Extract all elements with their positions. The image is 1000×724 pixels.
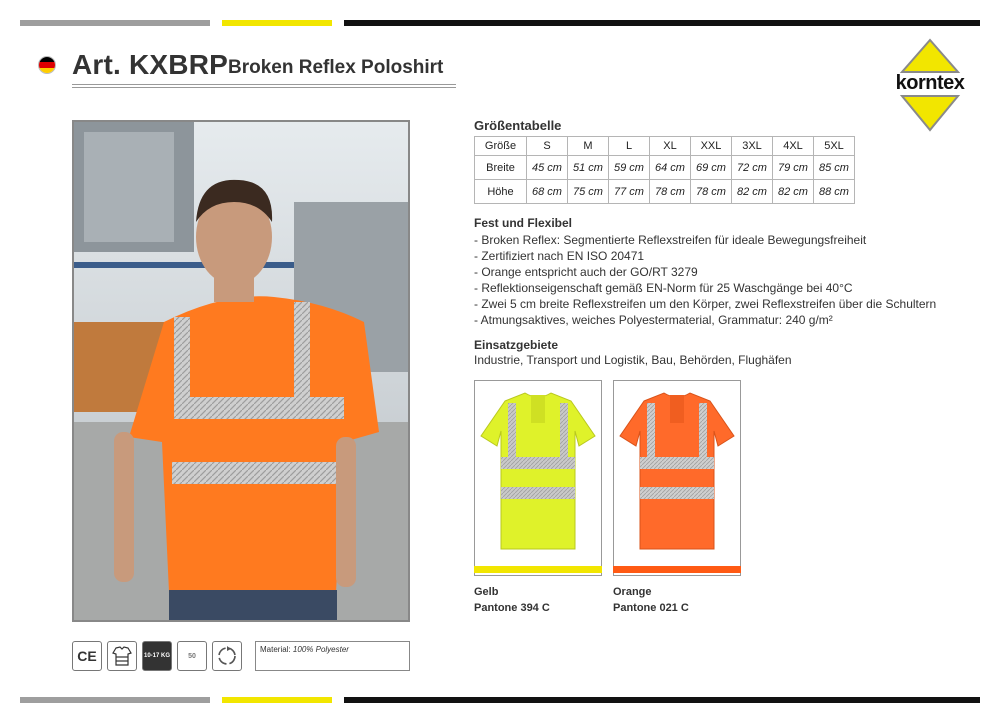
table-cell: 64 cm xyxy=(650,156,691,180)
table-header-cell: S xyxy=(527,137,568,156)
table-header-row xyxy=(475,137,855,156)
size-table xyxy=(474,136,855,204)
table-cell: 82 cm xyxy=(732,180,773,204)
table-cell: 72 cm xyxy=(732,156,773,180)
table-cell: 82 cm xyxy=(773,180,814,204)
polo-shirt-orange-icon xyxy=(614,381,740,561)
list-item: - Orange entspricht auch der GO/RT 3279 xyxy=(474,265,698,279)
table-header-cell: 5XL xyxy=(814,137,855,156)
list-item: - Zwei 5 cm breite Reflexstreifen um den Körper, zwei Reflexstreifen über die Schultern xyxy=(474,297,937,311)
list-item: - Reflektionseigenschaft gemäß EN-Norm für 25 Waschgänge bei 40°C xyxy=(474,281,853,295)
row-label: Breite xyxy=(475,156,527,180)
product-name: Broken Reflex Poloshirt xyxy=(228,57,444,78)
features-list xyxy=(474,232,936,328)
list-item: - Zertifiziert nach EN ISO 20471 xyxy=(474,249,645,263)
table-cell: 75 cm xyxy=(568,180,609,204)
table-header-cell: Größe xyxy=(475,137,527,156)
usage-text: Industrie, Transport und Logistik, Bau, Behörden, Flughäfen xyxy=(474,353,792,367)
table-row xyxy=(475,180,855,204)
article-number: Art. KXBRP xyxy=(72,49,229,80)
table-cell: 77 cm xyxy=(609,180,650,204)
material-value: 100% Polyester xyxy=(292,645,349,654)
bottom-bar-black xyxy=(344,697,980,703)
wash-count-label: 50 xyxy=(188,652,196,660)
table-header-cell: M xyxy=(568,137,609,156)
table-cell: 79 cm xyxy=(773,156,814,180)
variant-yellow-image xyxy=(474,380,602,576)
variant-yellow-pantone: Pantone 394 C xyxy=(474,602,550,614)
table-cell: 59 cm xyxy=(609,156,650,180)
material-info xyxy=(255,641,410,671)
features-title: Fest und Flexibel xyxy=(474,216,573,230)
size-table-title: Größentabelle xyxy=(474,118,562,133)
recycle-icon xyxy=(212,641,242,671)
table-cell: 78 cm xyxy=(650,180,691,204)
bottom-bar-yellow xyxy=(222,697,332,703)
table-cell: 78 cm xyxy=(691,180,732,204)
product-photo xyxy=(72,120,410,622)
top-bar-yellow xyxy=(222,20,332,26)
list-item: - Atmungsaktives, weiches Polyestermaterial, Grammatur: 240 g/m² xyxy=(474,313,833,327)
polo-shirt-yellow-icon xyxy=(475,381,601,561)
table-cell: 51 cm xyxy=(568,156,609,180)
variant-orange-swatch xyxy=(613,566,741,573)
variant-yellow-swatch xyxy=(474,566,602,573)
hi-vis-garment-icon xyxy=(107,641,137,671)
bottom-bar-gray xyxy=(20,697,210,703)
usage-title: Einsatzgebiete xyxy=(474,338,559,352)
ce-mark-icon: CE xyxy=(72,641,102,671)
table-cell: 68 cm xyxy=(527,180,568,204)
table-header-cell: XL xyxy=(650,137,691,156)
material-label: Material: xyxy=(260,645,291,654)
weight-icon xyxy=(142,641,172,671)
table-cell: 85 cm xyxy=(814,156,855,180)
table-header-cell: 4XL xyxy=(773,137,814,156)
weight-label: 10-17 KG xyxy=(143,653,170,659)
title-underline xyxy=(72,84,456,88)
table-header-cell: XXL xyxy=(691,137,732,156)
variant-orange-name: Orange xyxy=(613,586,652,598)
row-label: Höhe xyxy=(475,180,527,204)
wash-count-icon xyxy=(177,641,207,671)
logo-wordmark: korntex xyxy=(895,72,965,94)
variant-yellow-name: Gelb xyxy=(474,586,499,598)
korntex-logo xyxy=(880,38,980,134)
german-flag-icon xyxy=(38,56,56,74)
table-row xyxy=(475,156,855,180)
table-header-cell: L xyxy=(609,137,650,156)
top-bar-gray xyxy=(20,20,210,26)
table-header-cell: 3XL xyxy=(732,137,773,156)
table-cell: 88 cm xyxy=(814,180,855,204)
table-cell: 69 cm xyxy=(691,156,732,180)
variant-orange-pantone: Pantone 021 C xyxy=(613,602,689,614)
table-cell: 45 cm xyxy=(527,156,568,180)
variant-orange-image xyxy=(613,380,741,576)
top-bar-black xyxy=(344,20,980,26)
list-item: - Broken Reflex: Segmentierte Reflexstreifen für ideale Bewegungsfreiheit xyxy=(474,233,867,247)
